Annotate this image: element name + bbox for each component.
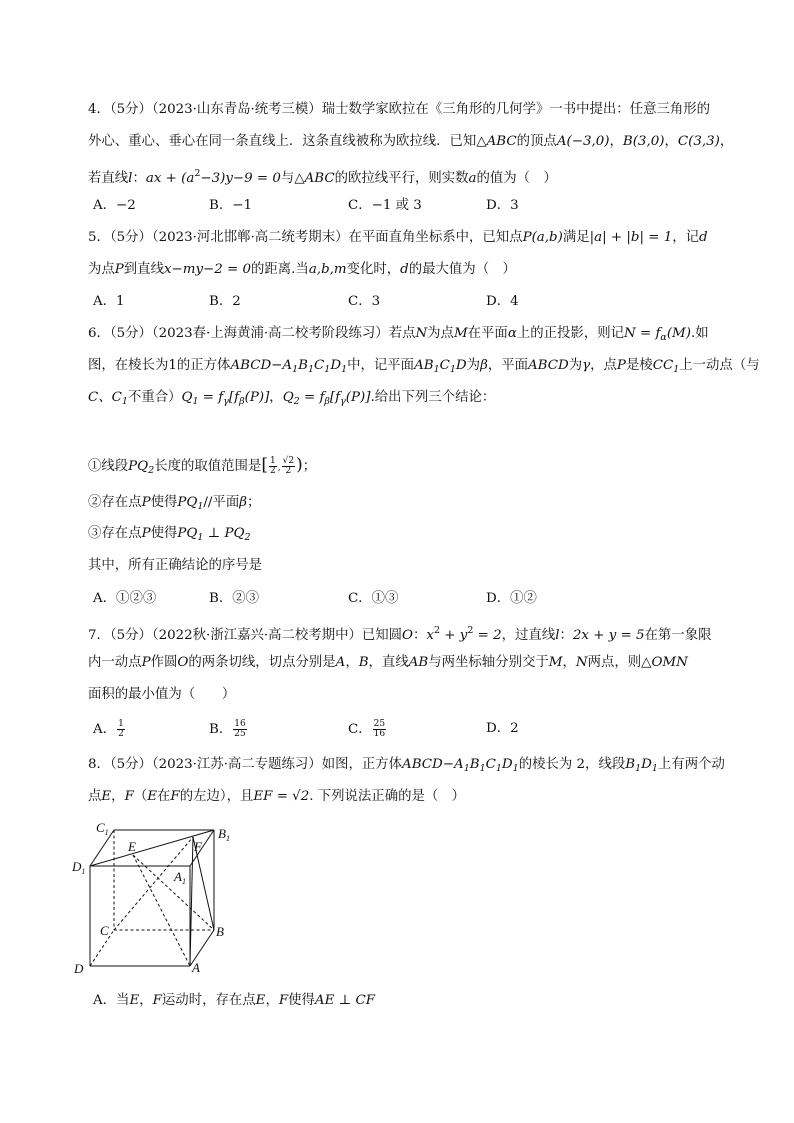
q6-text: ； [246,495,261,510]
q4-stem-text: 4．（5分）（2023·山东青岛·统考三模）瑞士数学家欧拉在《三角形的几何学》一书中提出：任意三角形的 [88,102,711,117]
subscript: 1 [341,364,348,375]
fraction-root2-half [282,457,295,476]
cube-name: D [501,757,513,772]
q1: Q [181,390,193,405]
q6-text: ①线段 [88,459,129,474]
equation: AE ⊥ CF [314,993,375,1008]
point-m: M [453,326,468,341]
q6-text: 是棱 [625,358,653,373]
q6-conclusion-1 [88,456,316,480]
q6-text: 在平面 [467,326,508,341]
segment: D [641,757,652,772]
q7-option-c[interactable] [348,720,387,739]
q7-text: 内一动点 [88,655,142,670]
point-c: C(3,3) [677,134,720,149]
plane-name: ABCD [527,358,569,373]
subscript: 1 [651,763,658,774]
subscript: 1 [197,501,204,512]
q5-text: 的最大值为（ ） [408,262,516,277]
point-p: P [141,655,151,670]
subscript: 1 [307,364,315,375]
subscript: 1 [433,364,440,375]
cube-name: D [330,358,342,373]
circle-o: O [402,628,414,643]
label-b1: $B_1$ [218,826,230,843]
equation: ax + (a [145,171,195,186]
q8-text: 运动时，存在点 [161,993,256,1008]
q8-text: 点 [88,789,102,804]
q4-text: ， [609,134,623,149]
variables: a,b,m [308,262,347,277]
point-p: P [141,495,151,510]
subscript: α [660,332,667,343]
q8-text: ， [111,789,125,804]
q6-text: 图，在棱长为1的正方体 [88,358,231,373]
bracket: [ [261,455,268,475]
label-d1: $D_1$ [72,859,86,876]
q4-option-b[interactable]: B．−1 [209,198,252,213]
q5-line1 [88,229,708,247]
equation: N = f [624,326,661,341]
q5-option-c[interactable]: C．3 [348,294,381,309]
q6-text: ， [269,390,283,405]
q4-text: ： [132,171,146,186]
cube-name: C [485,757,496,772]
subscript: 2 [293,396,300,407]
q6-line1 [88,325,709,347]
segment: B [625,757,636,772]
subscript: 1 [324,364,331,375]
equation: x−my−2 = 0 [163,262,251,277]
point-a: A [335,655,346,670]
q5-text: ，记 [672,230,699,245]
q7-option-b[interactable] [209,720,248,739]
q6-text: 中，记平面 [347,358,415,373]
q5-text: 到直线 [123,262,164,277]
equation: −3)y−9 = 0 [200,171,281,186]
q7-option-d[interactable]: D．2 [486,721,519,736]
point-f: F [170,789,180,804]
q7-text: 作圆 [150,655,178,670]
point-n: N [575,655,588,670]
q6-text: 上一动点（与 [679,358,760,373]
segment: PQ [177,526,198,541]
q8-text: 的左边），且 [179,789,254,804]
fraction [117,720,125,739]
segment: PQ [128,459,149,474]
q6-text: ； [302,459,317,474]
q4-text: 的顶点 [516,134,557,149]
subscript: 1 [463,763,470,774]
edge-name: CC [652,358,674,373]
label-c: C [100,923,109,938]
subscript: β [324,396,330,407]
q8-text: （ [133,789,148,804]
q4-line3 [88,165,557,188]
q4-text: 的值为（ ） [476,171,557,186]
q6-text: ③存在点 [88,526,142,541]
q6-text: ，点 [590,358,617,373]
label-a1: $A_1$ [174,869,186,886]
comma: , [277,463,281,473]
q8-text: 的棱长为 2，线段 [518,757,626,772]
q5-text: 的距离.当 [251,262,309,277]
q4-line1 [88,101,710,119]
subscript: 1 [495,763,502,774]
subscript: 1 [197,532,204,543]
q6-option-b[interactable]: B．②③ [209,591,260,606]
segment: ⊥ PQ [203,526,245,541]
option-label: A． [93,722,117,737]
point-e: E [147,789,158,804]
equation: 2x + y = 5 [572,628,645,643]
triangle-name: ABC [486,134,517,149]
q5-option-b[interactable]: B．2 [209,294,241,309]
fraction [233,720,246,739]
cube-name: ABCD−A [402,757,464,772]
q7-text: ： [413,628,427,643]
q4-option-c[interactable]: C．−1 或 3 [348,198,422,213]
q6-text: 为点 [427,326,454,341]
q6-ask: 其中，所有正确结论的序号是 [88,558,263,573]
segment: PQ [177,495,198,510]
equation: x [426,628,434,643]
subscript: 1 [673,364,680,375]
equation: EF = √2 [253,789,310,804]
q6-text: //平面 [203,495,240,510]
q4-text: 的欧拉线平行，则实数 [334,171,469,186]
q5-text: 变化时， [346,262,401,277]
cube-name: ABCD−A [230,358,293,373]
q8-text: ， [139,993,153,1008]
numerator: 16 [234,719,246,729]
subscript: 2 [148,465,155,476]
line-l: l [128,171,133,186]
label-a: A [192,960,200,975]
q6-text: ②存在点 [88,495,142,510]
point-n: N [415,326,428,341]
q2: Q [282,390,294,405]
q6-text: ，平面 [487,358,528,373]
q5-text: 满足 [562,230,590,245]
cube-name: B [469,757,480,772]
point-p: P [616,358,626,373]
cube-figure [62,818,242,980]
q6-line3 [88,389,495,411]
numerator: 1 [118,719,124,729]
variable-d: d [400,262,409,277]
q5-option-d[interactable]: D．4 [486,294,519,309]
point-f: F [124,789,134,804]
numerator: 1 [269,456,276,466]
point-e: E [129,993,140,1008]
equation: [f [228,390,240,405]
q6-text: 使得 [150,495,178,510]
q6-text: .如 [691,326,709,341]
label-f: F [194,839,202,854]
subscript: γ [223,396,229,407]
denominator: 2 [118,729,124,739]
bracket: ) [296,455,303,475]
q7-text: 两点，则 [587,655,642,670]
q7-text: ： [559,628,573,643]
exponent: 2 [194,168,201,179]
point-e: E [255,993,266,1008]
q6-option-d[interactable]: D．①② [486,591,537,606]
point-p: P [114,262,124,277]
q4-line2 [88,133,733,151]
q7-line1 [88,622,711,645]
q5-option-a[interactable]: A．1 [93,294,125,309]
subscript: γ [340,396,346,407]
label-e: E [128,839,136,854]
cube-name: B [298,358,308,373]
equation: + y [440,628,468,643]
q8-text: 在 [157,789,171,804]
point-p: P [141,526,151,541]
circle-o: O [177,655,189,670]
point-f: F [152,993,162,1008]
q6-line2 [88,357,760,379]
q6-option-c[interactable]: C．①③ [348,591,399,606]
equation: (P)] [345,390,371,405]
q5-text: 为点 [88,262,115,277]
exponent: 2 [467,625,474,636]
q7-text: 7．（5分）（2022秋·浙江嘉兴·高二校考期中）已知圆 [88,628,403,643]
q4-text: 若直线 [88,171,129,186]
q7-text: 的两条切线，切点分别是 [188,655,336,670]
q8-text: 上有两个动 [657,757,725,772]
triangle-symbol: △ [476,134,487,149]
points: C、C [88,390,122,405]
option-label: C． [348,722,372,737]
q8-line1 [88,756,725,778]
q8-line2 [88,788,465,806]
q7-text: ， [345,655,359,670]
point-m: M [548,655,563,670]
point-b: B [358,655,369,670]
q4-text: ， [664,134,678,149]
label-d: D [74,961,84,976]
q7-line3: 面积的最小值为（ ） [88,687,236,702]
q4-text: 与 [280,171,295,186]
q8-text: A．当 [93,993,130,1008]
label-b: B [216,924,224,939]
plane-name: D [455,358,467,373]
point-p: P(a,b) [522,230,563,245]
point-b: B(3,0) [622,134,665,149]
plane-name: C [439,358,450,373]
denominator: 2 [269,466,276,476]
variable-d: d [699,230,708,245]
equation: = 2 [473,628,502,643]
triangle-name: △ABC [294,171,335,186]
q6-option-a[interactable]: A．①②③ [93,591,157,606]
subscript: 1 [449,364,456,375]
variable-a: a [468,171,477,186]
option-label: B． [209,722,233,737]
subscript: 2 [244,532,251,543]
q8-text: 8．（5分）（2023·江苏·高二专题练习）如图，正方体 [88,757,403,772]
fraction [373,720,386,739]
q6-conclusion-3 [88,525,251,547]
denominator: 16 [373,729,386,739]
point-a: A(−3,0) [556,134,610,149]
equation: (M) [666,326,691,341]
denominator: 25 [234,729,246,739]
equation: |a| + |b| = 1 [589,230,673,245]
line-ab: AB [408,655,429,670]
q7-text: 与两坐标轴分别交于 [428,655,549,670]
subscript: 1 [192,396,199,407]
q4-option-d[interactable]: D．3 [486,198,519,213]
subscript: 1 [512,763,519,774]
fraction-half [269,457,277,476]
q4-text: ， [719,134,734,149]
subscript: 1 [635,763,642,774]
point-e: E [101,789,112,804]
q4-option-a[interactable]: A．−2 [93,198,136,213]
q7-text: ，直线 [368,655,409,670]
q6-text: 6．（5分）（2023春·上海黄浦·高二校考阶段练习）若点 [88,326,416,341]
numerator: √2 [282,456,295,466]
subscript: β [239,396,245,407]
q7-text: ， [562,655,576,670]
q7-option-a[interactable] [93,720,126,739]
triangle-name: △OMN [641,655,688,670]
subscript: 1 [292,364,299,375]
plane-beta: β [239,495,247,510]
cube-name: C [314,358,325,373]
line-l: l [555,628,560,643]
equation: = f [198,390,224,405]
subscript: 1 [121,396,128,407]
q6-text: 使得 [150,526,178,541]
equation: (P)] [244,390,270,405]
q6-text: 上的正投影，则记 [516,326,624,341]
plane-alpha: α [507,326,517,341]
plane-beta: β [480,358,488,373]
equation: [f [329,390,341,405]
label-c1: $C_1$ [96,820,109,837]
denominator: 2 [285,466,292,476]
plane-gamma: γ [582,358,591,373]
equation: = f [299,390,325,405]
q7-line2 [88,654,688,672]
exponent: 2 [433,625,441,636]
q4-text: 外心、重心、垂心在同一条直线上．这条直线被称为欧拉线．已知 [88,134,477,149]
q8-option-a[interactable] [93,992,375,1010]
numerator: 25 [373,719,386,729]
point-f: F [278,993,289,1008]
q7-text: 在第一象限 [644,628,712,643]
q7-text: ，过直线 [501,628,556,643]
plane-name: AB [414,358,434,373]
q6-text: 为 [568,358,583,373]
q8-text: 使得 [288,993,315,1008]
q6-conclusion-2 [88,494,260,516]
q6-text: 为 [466,358,481,373]
q8-text: ， [265,993,279,1008]
q6-text: .给出下列三个结论： [370,390,496,405]
q6-text: 不重合） [127,390,182,405]
subscript: 1 [479,763,486,774]
q6-text: 长度的取值范围是 [154,459,262,474]
q5-text: 5．（5分）（2023·河北邯郸·高二统考期末）在平面直角坐标系中，已知点 [88,230,523,245]
q5-line2 [88,261,516,279]
q8-text: . 下列说法正确的是（ ） [309,789,466,804]
